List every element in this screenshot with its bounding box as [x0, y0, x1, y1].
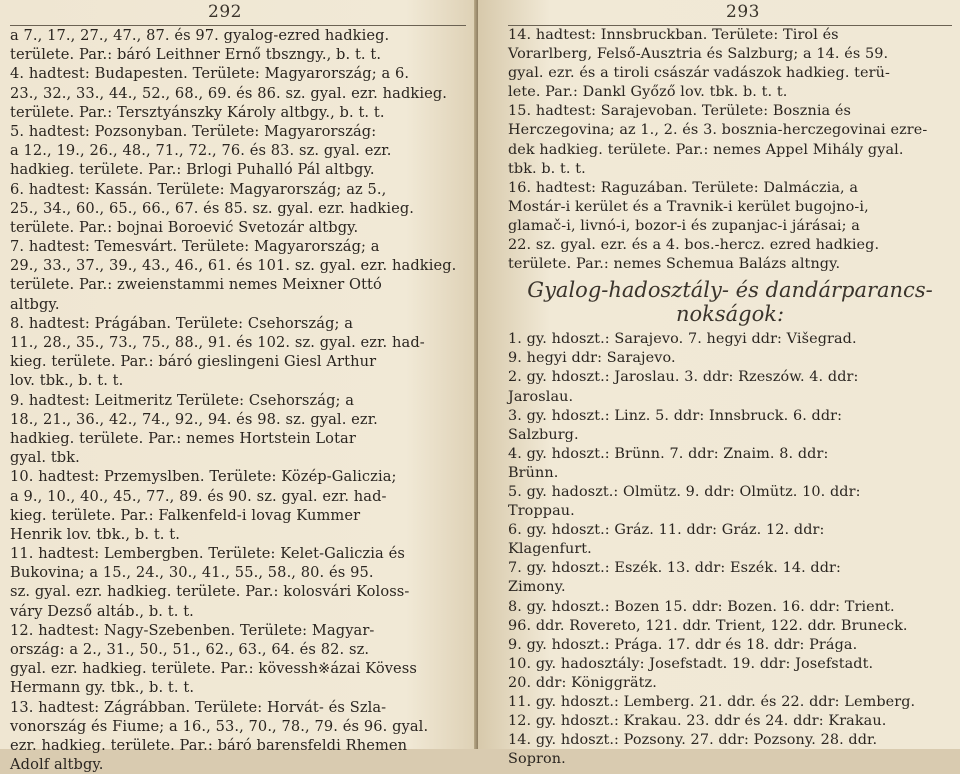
- text-line: Mostár-i kerület és a Travnik-i kerület bugojno-i,: [508, 198, 869, 215]
- text-line: 10. hadtest: Przemyslben. Területe: Közép-Galiczia;: [10, 468, 397, 486]
- text-line: 5. gy. hadoszt.: Olmütz. 9. ddr: Olmütz. 10. ddr:: [508, 483, 861, 500]
- section-heading: nokságok:: [675, 302, 785, 327]
- page-number: 292: [208, 2, 242, 22]
- text-line: glamač-i, livnó-i, bozor-i és zupanjac-i járásai; a: [508, 217, 860, 234]
- text-line: 1. gy. hdoszt.: Sarajevo. 7. hegyi ddr: Višegrad.: [508, 331, 857, 348]
- text-line: Zimony.: [508, 579, 566, 596]
- header-rule: [10, 25, 466, 26]
- text-line: 5. hadtest: Pozsonyban. Területe: Magyarország:: [10, 122, 377, 140]
- text-line: váry Dezső altáb., b. t. t.: [10, 602, 194, 620]
- text-line: 9. hadtest: Leitmeritz Területe: Csehország; a: [10, 391, 355, 409]
- text-line: 3. gy. hdoszt.: Linz. 5. ddr: Innsbruck. 6. ddr:: [508, 407, 843, 424]
- text-line: Brünn.: [508, 464, 559, 481]
- text-line: Henrik lov. tbk., b. t. t.: [10, 525, 180, 543]
- text-line: tbk. b. t. t.: [508, 160, 586, 177]
- text-line: 20. ddr: Königgrätz.: [508, 674, 657, 691]
- right-page-text-top: [508, 26, 952, 274]
- page-number: 293: [726, 2, 760, 22]
- text-line: gyal. ezr. és a tiroli császár vadászok hadkieg. terü-: [508, 65, 890, 82]
- text-line: 25., 34., 60., 65., 66., 67. és 85. sz. gyal. ezr. hadkieg.: [10, 199, 415, 217]
- text-line: 12. hadtest: Nagy-Szebenben. Területe: Magyar-: [10, 621, 375, 639]
- text-line: 11. gy. hdoszt.: Lemberg. 21. ddr. és 22. ddr: Lemberg.: [508, 694, 916, 710]
- text-line: Bukovina; a 15., 24., 30., 41., 55., 58., 80. és 95.: [10, 564, 374, 582]
- text-line: 4. gy. hdoszt.: Brünn. 7. ddr: Znaim. 8. ddr:: [508, 445, 829, 462]
- text-line: a 9., 10., 40., 45., 77., 89. és 90. sz. gyal. ezr. had-: [10, 487, 387, 505]
- text-line: 13. hadtest: Zágrábban. Területe: Horvát- és Szla-: [10, 698, 387, 716]
- text-line: dek hadkieg. területe. Par.: nemes Appel Mihály gyal.: [508, 141, 904, 158]
- text-line: Adolf altbgy.: [10, 756, 104, 774]
- text-line: Hermann gy. tbk., b. t. t.: [10, 679, 195, 697]
- text-line: 96. ddr. Rovereto, 121. ddr. Trient, 122. ddr. Bruneck.: [508, 617, 908, 634]
- text-line: területe. Par.: nemes Schemua Balázs altngy.: [508, 256, 841, 273]
- text-line: vonország és Fiume; a 16., 53., 70., 78., 79. és 96. gyal.: [10, 717, 429, 735]
- text-line: gyal. ezr. hadkieg. területe. Par.: kövessh※ázai Kövess: [10, 660, 417, 678]
- text-line: 10. gy. hadosztály: Josefstadt. 19. ddr: Josefstadt.: [508, 655, 874, 672]
- text-line: hadkieg. területe. Par.: Brlogi Puhalló Pál altbgy.: [10, 161, 375, 179]
- text-line: a 7., 17., 27., 47., 87. és 97. gyalog-ezred hadkieg.: [10, 27, 390, 44]
- text-line: 14. hadtest: Innsbruckban. Területe: Tirol és: [508, 27, 839, 43]
- right-page-text-bottom: [508, 330, 952, 769]
- text-line: sz. gyal. ezr. hadkieg. területe. Par.: kolosvári Koloss-: [10, 583, 410, 601]
- text-line: 11. hadtest: Lembergben. Területe: Kelet-Galiczia és: [10, 545, 405, 563]
- text-line: 15. hadtest: Sarajevoban. Területe: Bosznia és: [508, 103, 852, 120]
- text-line: 6. hadtest: Kassán. Területe: Magyarország; az 5.,: [10, 180, 387, 198]
- text-line: 12. gy. hdoszt.: Krakau. 23. ddr és 24. ddr: Krakau.: [508, 713, 887, 730]
- text-line: Salzburg.: [508, 426, 579, 443]
- text-line: 8. gy. hdoszt.: Bozen 15. ddr: Bozen. 16. ddr: Trient.: [508, 598, 895, 615]
- text-line: lov. tbk., b. t. t.: [10, 372, 124, 390]
- text-line: altbgy.: [10, 295, 60, 313]
- text-line: 11., 28., 35., 73., 75., 88., 91. és 102. sz. gyal. ezr. had-: [10, 334, 425, 351]
- text-line: Klagenfurt.: [508, 541, 592, 558]
- text-line: 9. hegyi ddr: Sarajevo.: [508, 350, 676, 367]
- section-heading: Gyalog-hadosztály- és dandárparancs-: [527, 278, 933, 303]
- text-line: ezr. hadkieg. területe. Par.: báró barensfeldi Rhemen: [10, 736, 408, 754]
- text-line: Troppau.: [508, 503, 575, 520]
- text-line: Jaroslau.: [508, 388, 574, 405]
- text-line: gyal. tbk.: [10, 449, 80, 467]
- header-rule: [508, 25, 952, 26]
- left-page: [0, 0, 478, 774]
- text-line: területe. Par.: zweienstammi nemes Meixner Ottó: [10, 276, 382, 294]
- text-line: kieg. területe. Par.: Falkenfeld-i lovag Kummer: [10, 506, 361, 524]
- text-line: a 12., 19., 26., 48., 71., 72., 76. és 83. sz. gyal. ezr.: [10, 142, 392, 160]
- text-line: Sopron.: [508, 751, 566, 768]
- text-line: lete. Par.: Dankl Győző lov. tbk. b. t. t.: [508, 84, 788, 101]
- text-line: 4. hadtest: Budapesten. Területe: Magyarország; a 6.: [10, 65, 410, 83]
- text-line: területe. Par.: Tersztyánszky Károly altbgy., b. t. t.: [10, 103, 385, 121]
- text-line: 7. hadtest: Temesvárt. Területe: Magyarország; a: [10, 238, 380, 256]
- text-line: 6. gy. hdoszt.: Gráz. 11. ddr: Gráz. 12. ddr:: [508, 522, 825, 539]
- text-line: területe. Par.: báró Leithner Ernő tbszngy., b. t. t.: [10, 46, 382, 64]
- text-line: Herczegovina; az 1., 2. és 3. bosznia-herczegovinai ezre-: [508, 122, 928, 139]
- text-line: 23., 32., 33., 44., 52., 68., 69. és 86. sz. gyal. ezr. hadkieg.: [10, 84, 448, 102]
- text-line: 22. sz. gyal. ezr. és a 4. bos.-hercz. ezred hadkieg.: [508, 237, 880, 254]
- right-page: [478, 0, 960, 768]
- text-line: 2. gy. hdoszt.: Jaroslau. 3. ddr: Rzeszów. 4. ddr:: [508, 369, 859, 386]
- left-page-text: [10, 26, 466, 774]
- text-line: 29., 33., 37., 39., 43., 46., 61. és 101. sz. gyal. ezr. hadkieg.: [10, 257, 457, 275]
- text-line: területe. Par.: bojnai Boroević Svetozár altbgy.: [10, 218, 359, 236]
- text-line: 7. gy. hdoszt.: Eszék. 13. ddr: Eszék. 14. ddr:: [508, 560, 841, 577]
- text-line: 8. hadtest: Prágában. Területe: Csehország; a: [10, 314, 354, 332]
- text-line: 14. gy. hdoszt.: Pozsony. 27. ddr: Pozsony. 28. ddr.: [508, 732, 878, 749]
- text-line: 16. hadtest: Raguzában. Területe: Dalmáczia, a: [508, 179, 859, 196]
- text-line: kieg. területe. Par.: báró gieslingeni Giesl Arthur: [10, 353, 377, 371]
- text-line: ország: a 2., 31., 50., 51., 62., 63., 64. és 82. sz.: [10, 641, 370, 658]
- text-line: 18., 21., 36., 42., 74., 92., 94. és 98. sz. gyal. ezr.: [10, 410, 378, 428]
- text-line: 9. gy. hdoszt.: Prága. 17. ddr és 18. ddr: Prága.: [508, 636, 858, 653]
- text-line: Vorarlberg, Felső-Ausztria és Salzburg; a 14. és 59.: [508, 46, 889, 63]
- text-line: hadkieg. területe. Par.: nemes Hortstein Lotar: [10, 429, 356, 447]
